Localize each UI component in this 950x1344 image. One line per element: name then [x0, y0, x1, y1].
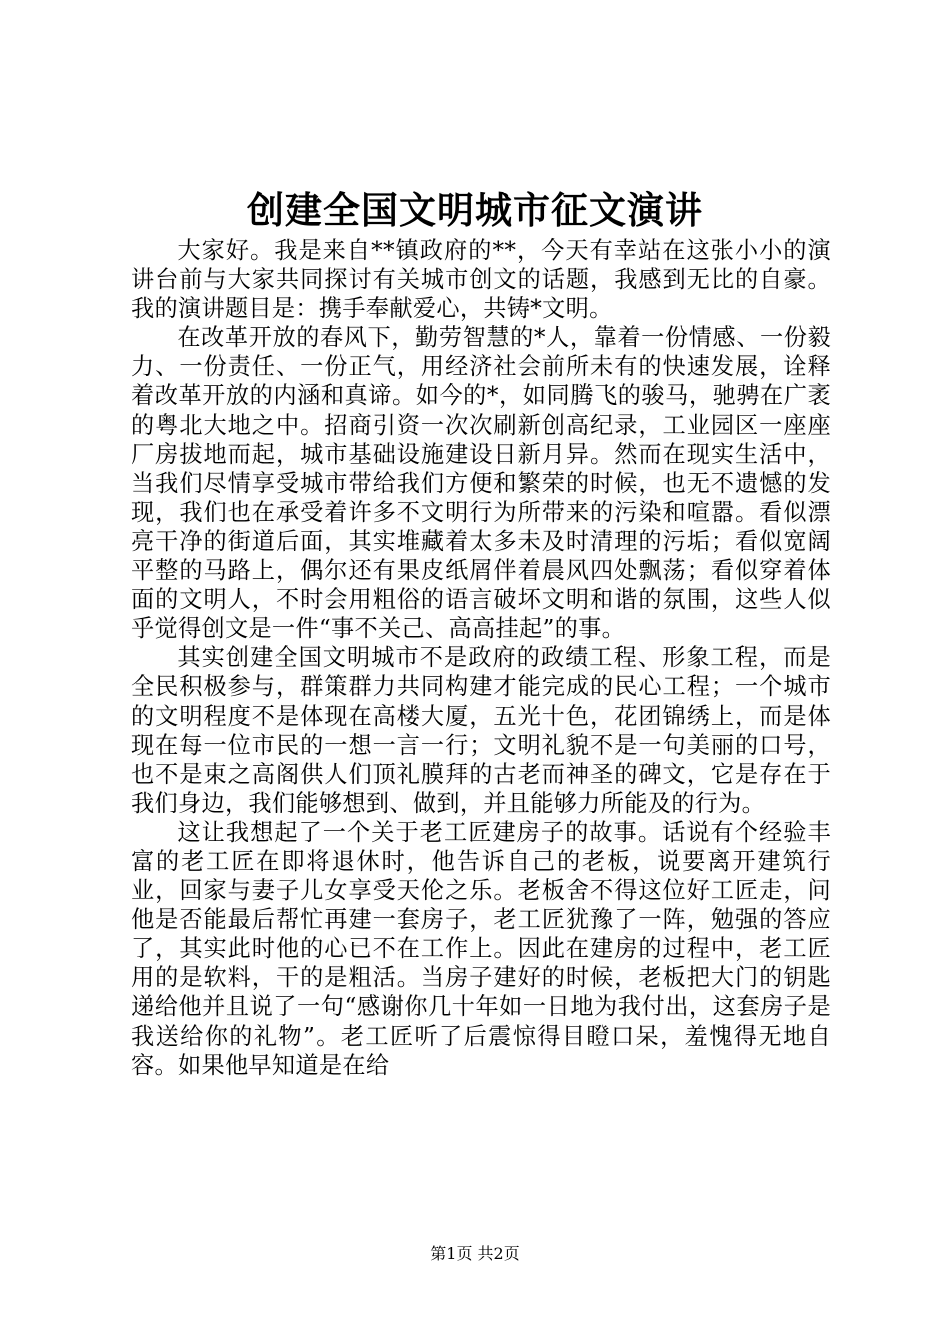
page-footer: 第1页 共2页 — [430, 1244, 520, 1263]
document-body — [131, 236, 831, 1080]
paragraph-3: 其实创建全国文明城市不是政府的政绩工程、形象工程，而是全民积极参与，群策群力共同构建才能完成的民心工程；一个城市的文明程度不是体现在高楼大厦，五光十色，花团锦绣上，而是体现在每一位市民的一想一言一行；文明礼貌不是一句美丽的口号，也不是束之高阁供人们顶礼膜拜的古老而神圣的碑文，它是存在于我们身边，我们能够想到、做到，并且能够力所能及的行为。 — [131, 644, 831, 817]
paragraph-4: 这让我想起了一个关于老工匠建房子的故事。话说有个经验丰富的老工匠在即将退休时，他告诉自己的老板，说要离开建筑行业，回家与妻子儿女享受天伦之乐。老板舍不得这位好工匠走，问他是否能最后帮忙再建一套房子，老工匠犹豫了一阵，勉强的答应了，其实此时他的心已不在工作上。因此在建房的过程中，老工匠用的是软料，干的是粗活。当房子建好的时候，老板把大门的钥匙递给他并且说了一句“感谢你几十年如一日地为我付出，这套房子是我送给你的礼物”。老工匠听了后震惊得目瞪口呆，羞愧得无地自容。如果他早知道是在给 — [131, 818, 831, 1079]
paragraph-1: 大家好。我是来自**镇政府的**，今天有幸站在这张小小的演讲台前与大家共同探讨有关城市创文的话题，我感到无比的自豪。我的演讲题目是：携手奉献爱心，共铸*文明。 — [131, 237, 831, 323]
paragraph-2: 在改革开放的春风下，勤劳智慧的*人，靠着一份情感、一份毅力、一份责任、一份正气，用经济社会前所未有的快速发展，诠释着改革开放的内涵和真谛。如今的*，如同腾飞的骏马，驰骋在广袤的粤北大地之中。招商引资一次次刷新创高纪录，工业园区一座座厂房拔地而起，城市基础设施建设日新月异。然而在现实生活中，当我们尽情享受城市带给我们方便和繁荣的时候，也无不遗憾的发现，我们也在承受着许多不文明行为所带来的污染和喧嚣。看似漂亮干净的街道后面，其实堆藏着太多未及时清理的污垢；看似宽阔平整的马路上，偶尔还有果皮纸屑伴着晨风四处飘荡；看似穿着体面的文明人，不时会用粗俗的语言破坏文明和谐的氛围，这些人似乎觉得创文是一件“事不关己、高高挂起”的事。 — [131, 324, 831, 643]
document-title: 创建全国文明城市征文演讲 — [247, 188, 703, 232]
